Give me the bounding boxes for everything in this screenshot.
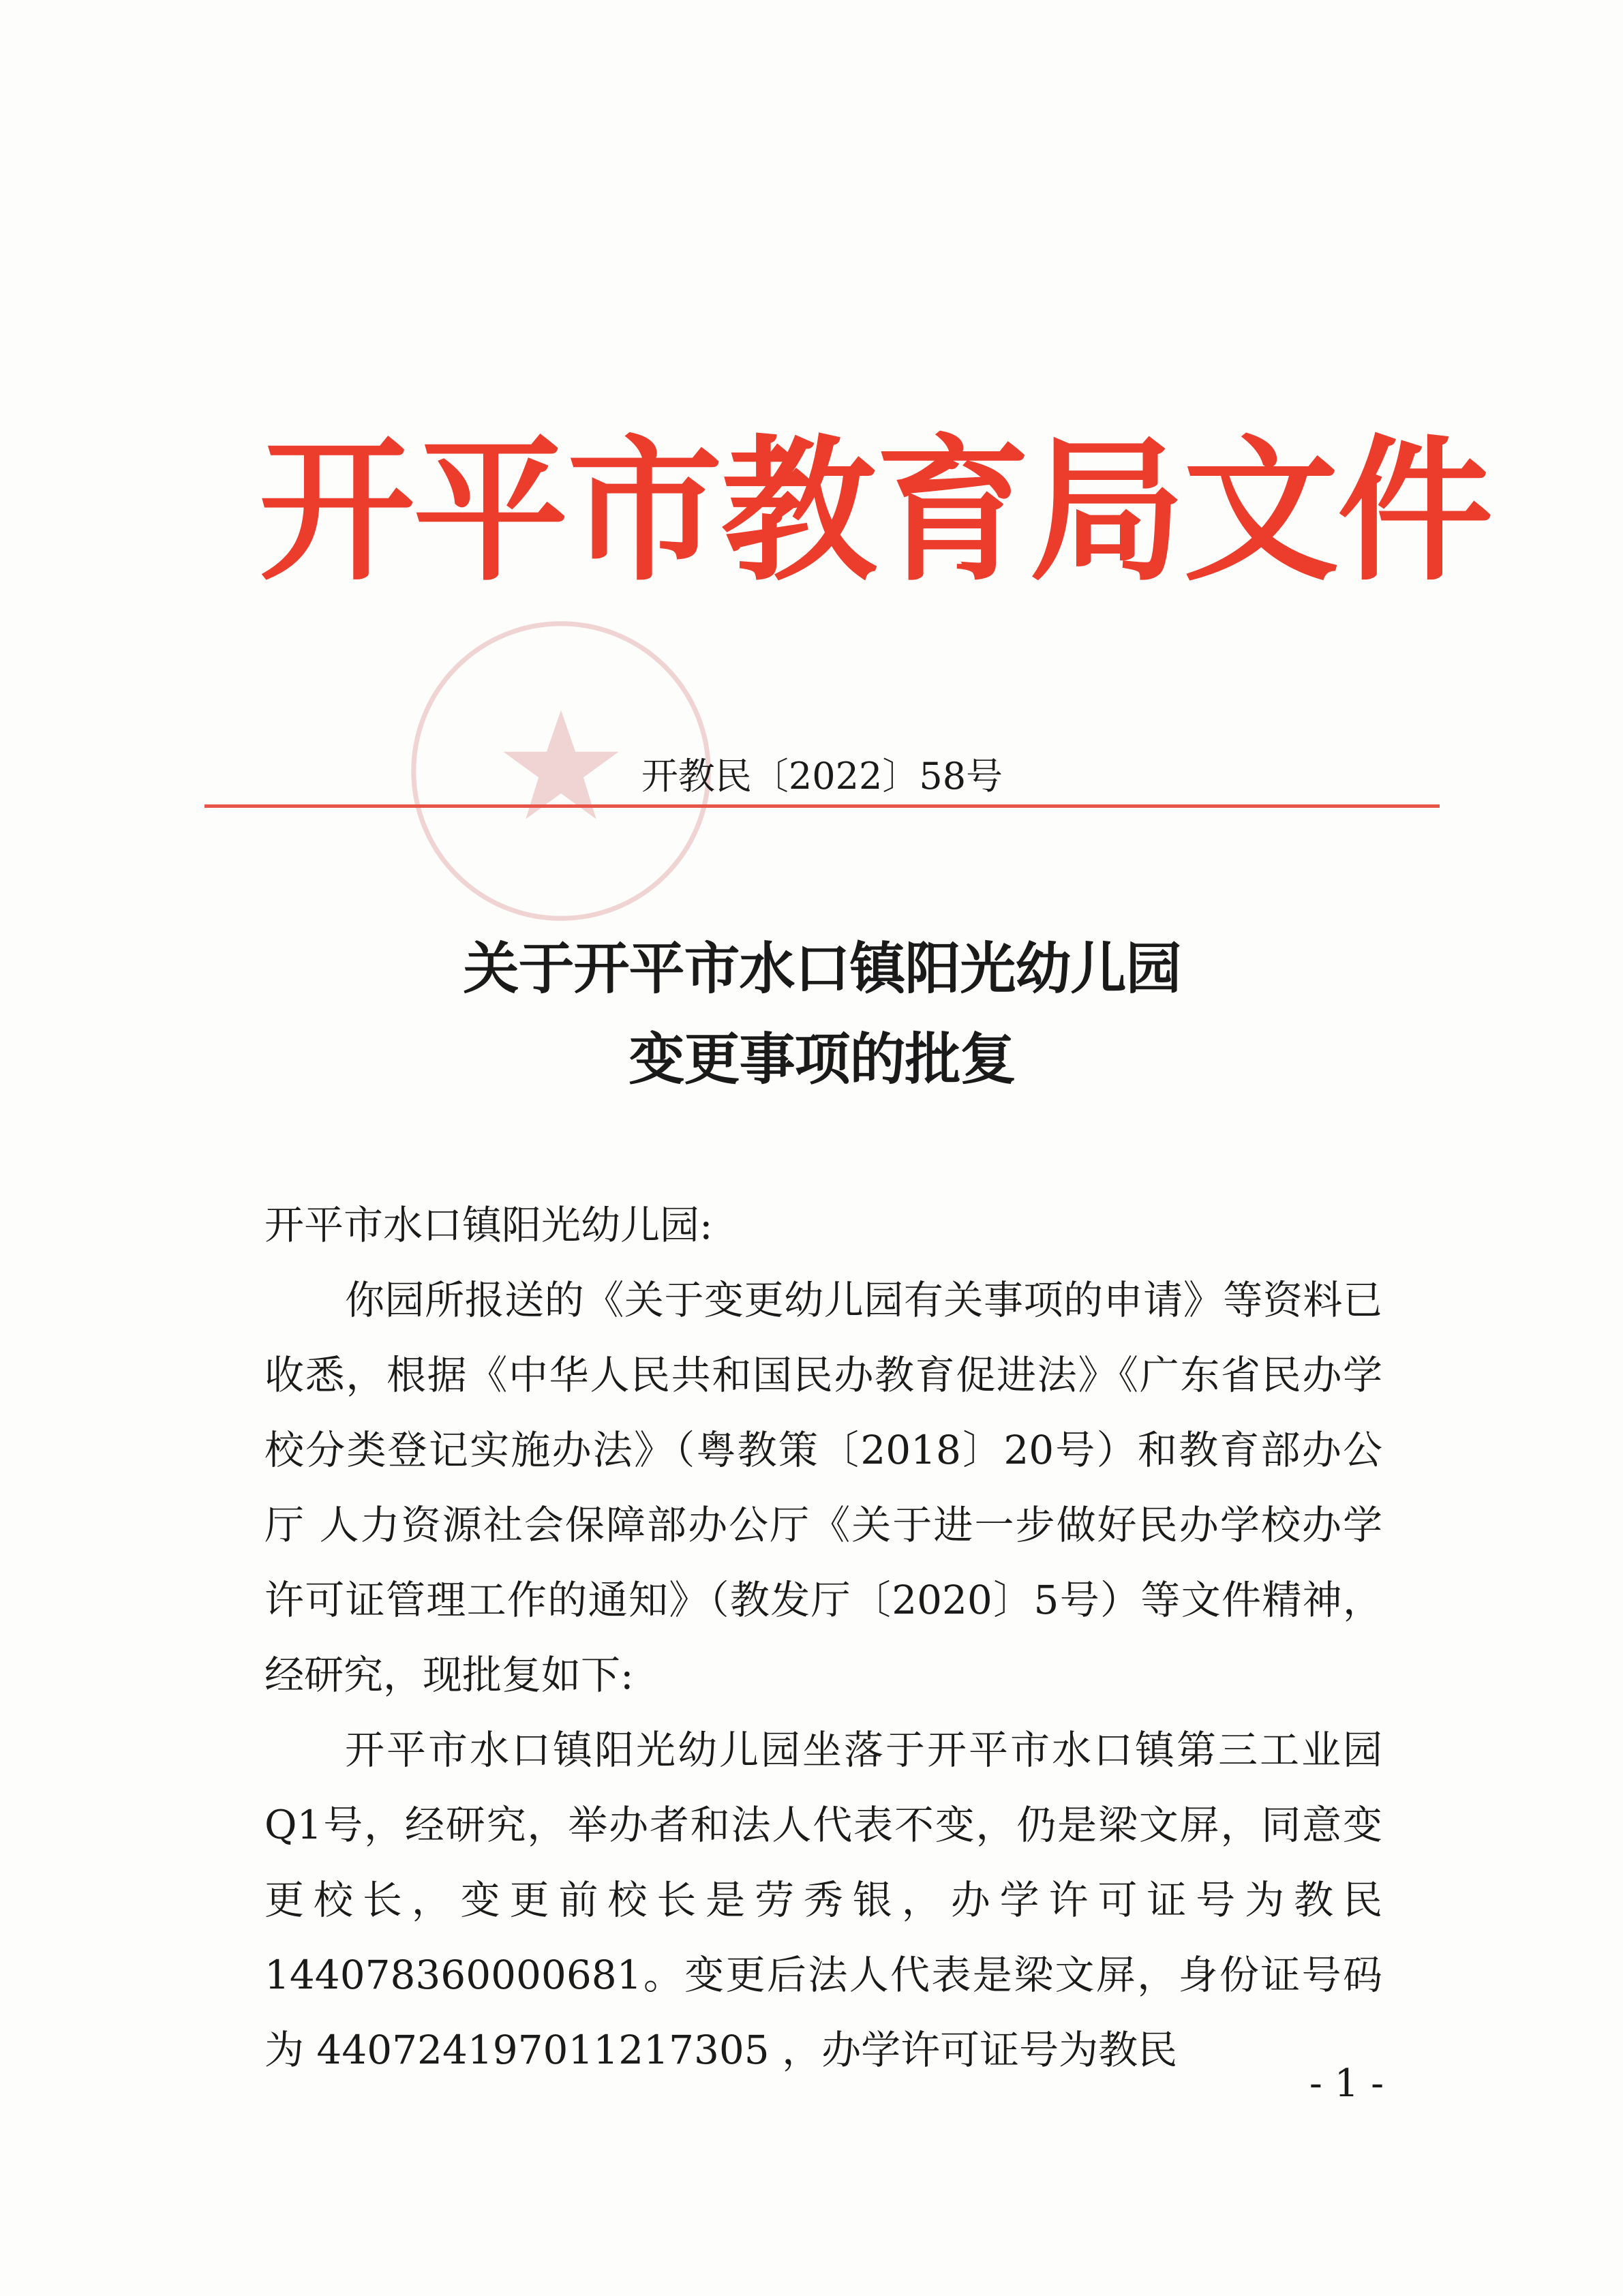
document-title-line-1: 关于开平市水口镇阳光幼儿园 [463,937,1181,1001]
body-paragraph-2: 开平市水口镇阳光幼儿园坐落于开平市水口镇第三工业园Q1号，经研究，举办者和法人代表不变，仍是梁文屏，同意变更校长，变更前校长是劳秀银，办学许可证号为教民144078360000681。变更后法人代表是梁文屏，身份证号码为 440724197011217305 ，办学许可证号为教民 [264,1727,1382,2073]
masthead-title: 开平市教育局文件 [259,421,1491,602]
document-title-line-2: 变更事项的批复 [628,1027,1016,1092]
red-divider-rule [204,804,1440,808]
salutation: 开平市水口镇阳光幼儿园: [264,1202,713,1248]
document-number: 开教民〔2022〕58号 [641,755,1003,798]
red-divider-line [204,804,1440,808]
body-paragraph-1: 你园所报送的《关于变更幼儿园有关事项的申请》等资料已收悉，根据《中华人民共和国民办教育促进法》《广东省民办学校分类登记实施办法》（粤教策〔2018〕20号）和教育部办公厅 人力资源社会保障部办公厅《关于进一步做好民办学校办学许可证管理工作的通知》（教发厅〔2020〕5号）等文件精神，经研究，现批复如下: [264,1277,1382,1698]
page-number: - 1 - [1309,2061,1384,2106]
